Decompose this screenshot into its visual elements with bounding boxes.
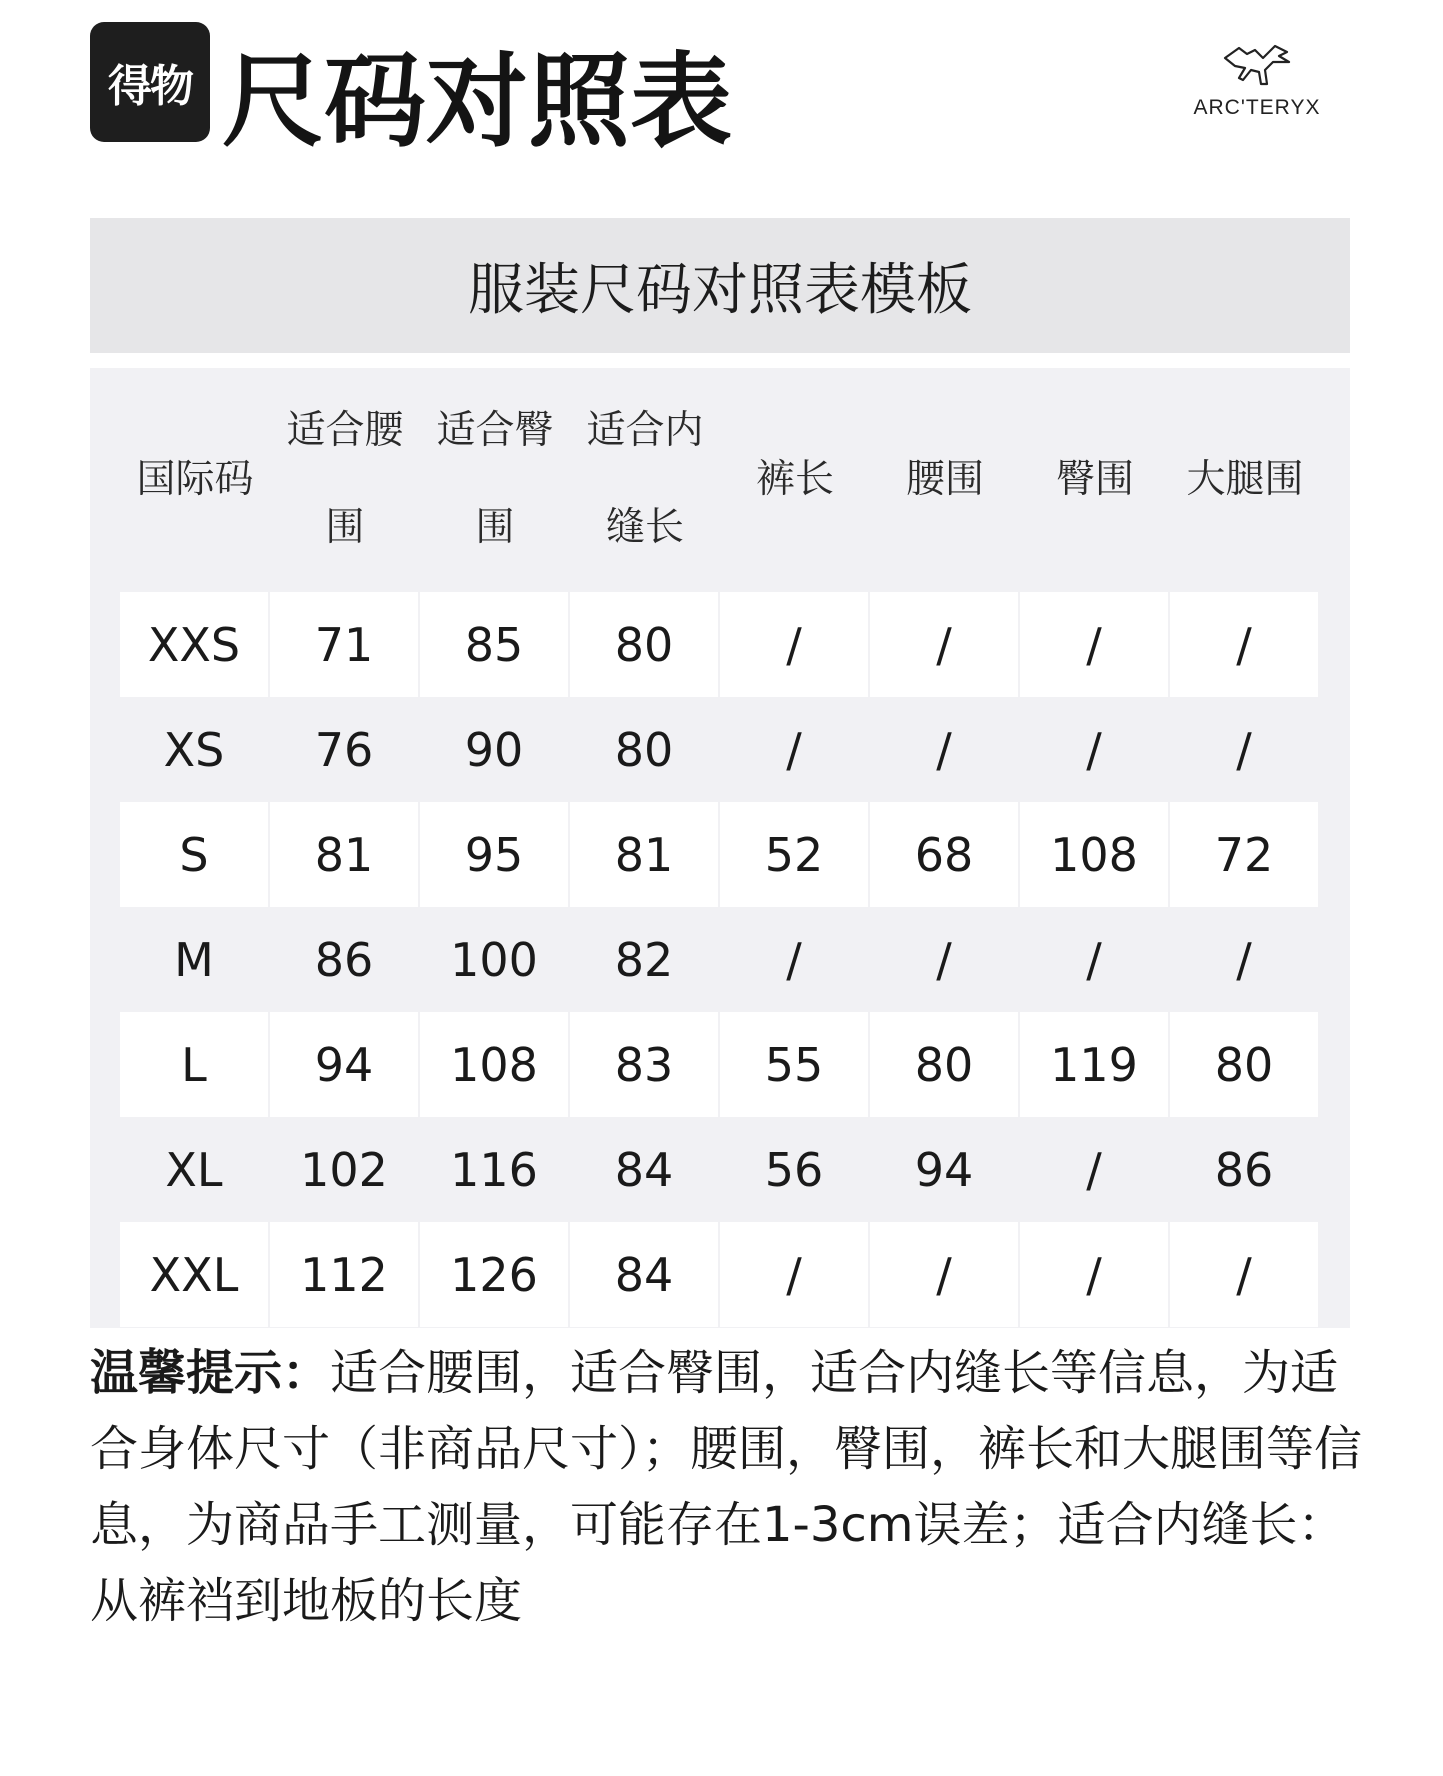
table-cell: / (1170, 1222, 1320, 1327)
table-cell: 80 (570, 592, 720, 697)
table-cell: 80 (870, 1012, 1020, 1117)
size-label-cell: M (120, 907, 270, 1012)
column-header-line1: 大腿围 (1186, 456, 1304, 502)
table-cell: / (1020, 592, 1170, 697)
table-row (120, 697, 1320, 802)
table-cell: 81 (270, 802, 420, 907)
page-title: 尺码对照表 (222, 43, 732, 162)
table-cell: / (1170, 592, 1320, 697)
column-header-line2: 缝长 (605, 505, 684, 550)
size-label-cell: XXL (120, 1222, 270, 1327)
size-label-cell: XXS (120, 592, 270, 697)
table-row (120, 1222, 1320, 1327)
table-cell: 84 (570, 1222, 720, 1327)
table-cell: / (1020, 1117, 1170, 1222)
table-cell: / (720, 697, 870, 802)
table-cell: 85 (420, 592, 570, 697)
column-header (720, 368, 870, 590)
dewu-app-logo: 得物 (90, 22, 210, 142)
tips-body: 适合腰围，适合臀围，适合内缝长等信息，为适合身体尺寸（非商品尺寸）；腰围，臀围，裤长和大腿围等信息，为商品手工测量，可能存在1-3cm误差；适合内缝长：从裤裆到地板的长度 (90, 1345, 1363, 1629)
size-label-cell: XL (120, 1117, 270, 1222)
brand-name: ARC'TERYX (1193, 96, 1321, 119)
column-header-line1: 适合腰 (286, 408, 404, 453)
column-header (870, 368, 1020, 590)
column-header (570, 368, 720, 590)
table-cell: 81 (570, 802, 720, 907)
table-cell: / (870, 592, 1020, 697)
tips-lead: 温馨提示： (90, 1345, 331, 1401)
table-cell: 108 (420, 1012, 570, 1117)
table-cell: 119 (1020, 1012, 1170, 1117)
column-header-line1: 适合臀 (436, 408, 554, 453)
table-cell: 108 (1020, 802, 1170, 907)
size-label-cell: S (120, 802, 270, 907)
table-cell: 56 (720, 1117, 870, 1222)
table-row (120, 592, 1320, 697)
column-header (1170, 368, 1320, 590)
table-cell: 100 (420, 907, 570, 1012)
table-cell: 95 (420, 802, 570, 907)
column-header (120, 368, 270, 590)
table-cell: 102 (270, 1117, 420, 1222)
table-banner (90, 218, 1350, 353)
banner-title: 服装尺码对照表模板 (468, 257, 972, 323)
column-header-line2: 围 (325, 505, 365, 550)
table-cell: 83 (570, 1012, 720, 1117)
column-header-line2: 围 (475, 505, 515, 550)
table-cell: / (720, 592, 870, 697)
table-cell: 80 (1170, 1012, 1320, 1117)
size-label-cell: XS (120, 697, 270, 802)
table-cell: 86 (270, 907, 420, 1012)
column-header-line1: 适合内 (586, 408, 704, 453)
table-cell: / (1020, 697, 1170, 802)
table-cell: 82 (570, 907, 720, 1012)
table-cell: 116 (420, 1117, 570, 1222)
page-header (0, 0, 1443, 200)
table-cell: 68 (870, 802, 1020, 907)
table-cell: 126 (420, 1222, 570, 1327)
table-cell: / (1170, 907, 1320, 1012)
table-cell: / (870, 697, 1020, 802)
column-header (270, 368, 420, 590)
table-cell: 72 (1170, 802, 1320, 907)
table-cell: 112 (270, 1222, 420, 1327)
tips-note (90, 1335, 1380, 1639)
table-row (120, 1117, 1320, 1222)
table-cell: 90 (420, 697, 570, 802)
table-cell: / (1020, 1222, 1170, 1327)
size-label-cell: L (120, 1012, 270, 1117)
table-row (120, 1012, 1320, 1117)
table-cell: 94 (870, 1117, 1020, 1222)
size-table (90, 368, 1350, 1328)
table-cell: 94 (270, 1012, 420, 1117)
table-cell: / (1020, 907, 1170, 1012)
table-cell: / (720, 907, 870, 1012)
column-header-line1: 国际码 (136, 456, 254, 502)
table-cell: / (1170, 697, 1320, 802)
table-cell: / (870, 907, 1020, 1012)
column-header-line1: 裤长 (755, 456, 834, 502)
table-cell: 76 (270, 697, 420, 802)
table-cell: 86 (1170, 1117, 1320, 1222)
table-cell: 55 (720, 1012, 870, 1117)
table-cell: 71 (270, 592, 420, 697)
column-header (1020, 368, 1170, 590)
table-cell: 80 (570, 697, 720, 802)
brand-logo (1192, 40, 1322, 130)
table-cell: 84 (570, 1117, 720, 1222)
table-header (120, 368, 1320, 590)
column-header-line1: 臀围 (1055, 456, 1134, 502)
table-body (120, 592, 1320, 1327)
table-row (120, 802, 1320, 907)
column-header-line1: 腰围 (905, 456, 984, 502)
column-header (420, 368, 570, 590)
table-cell: / (720, 1222, 870, 1327)
table-cell: 52 (720, 802, 870, 907)
archaeopteryx-icon (1217, 40, 1297, 90)
table-row (120, 907, 1320, 1012)
table-cell: / (870, 1222, 1020, 1327)
